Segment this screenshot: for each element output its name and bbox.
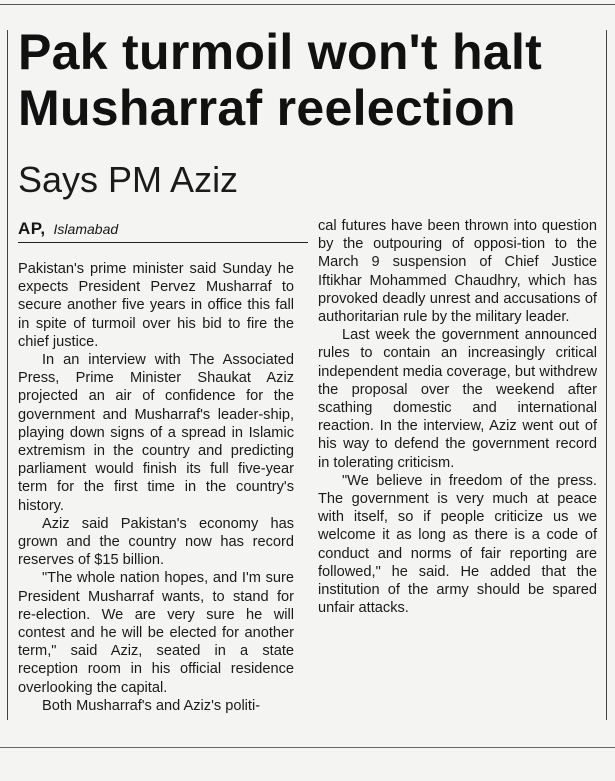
left-rule [7,30,8,720]
byline-location: Islamabad [53,221,119,237]
paragraph: In an interview with The Associated Press, Prime Minister Shaukat Aziz projected an air of confidence for the government and Musharraf's leader-ship, playing down signs of a spread in Islamic extremism in the country and predicting parliament would finish its full five-year term for the first time in the country's history. [18,352,294,514]
article-column-right [318,217,597,617]
paragraph: Both Musharraf's and Aziz's politi- [42,697,261,714]
subheadline: Says PM Aziz [18,159,239,200]
article-column-left [18,260,294,715]
paragraph: Last week the government announced rules to contain an increasingly critical independent media coverage, but withdrew the proposal over the weekend after scathing domestic and international reaction. In the interview, Aziz went out of his way to defend the government record in tolerating criticism. [318,327,597,471]
paragraph: "We believe in freedom of the press. The government is very much at peace with itself, so if people criticize us we welcome it as long as there is a code of conduct and norms of fair reporting are followed," he said. He added that the institution of the army should be spared unfair attacks. [318,472,597,617]
byline [18,218,308,242]
paragraph: cal futures have been thrown into question by the outpouring of opposi-tion to the March 9 suspension of Chief Justice Iftikhar Mohammed Chaudhry, which has provoked deadly unrest and accusations of authoritarian rule by the military leader. [318,218,597,326]
paragraph: "The whole nation hopes, and I'm sure President Musharraf wants, to stand for re-election. We are very sure he will contest and he will be elected for another term," said Aziz, seated in a state reception room in his official residence overlooking the capital. [18,570,294,696]
paragraph: Pakistan's prime minister said Sunday he expects President Pervez Musharraf to secure another five years in office this fall in spite of turmoil over his bid to fire the chief justice. [18,261,294,350]
byline-rule [18,242,308,243]
byline-agency: AP, [18,219,46,238]
headline: Pak turmoil won't halt Musharraf reelection [18,24,543,136]
paragraph: Aziz said Pakistan's economy has grown and the country now has record reserves of $15 billion. [18,515,294,569]
top-rule [0,4,615,5]
bottom-rule [0,747,615,748]
